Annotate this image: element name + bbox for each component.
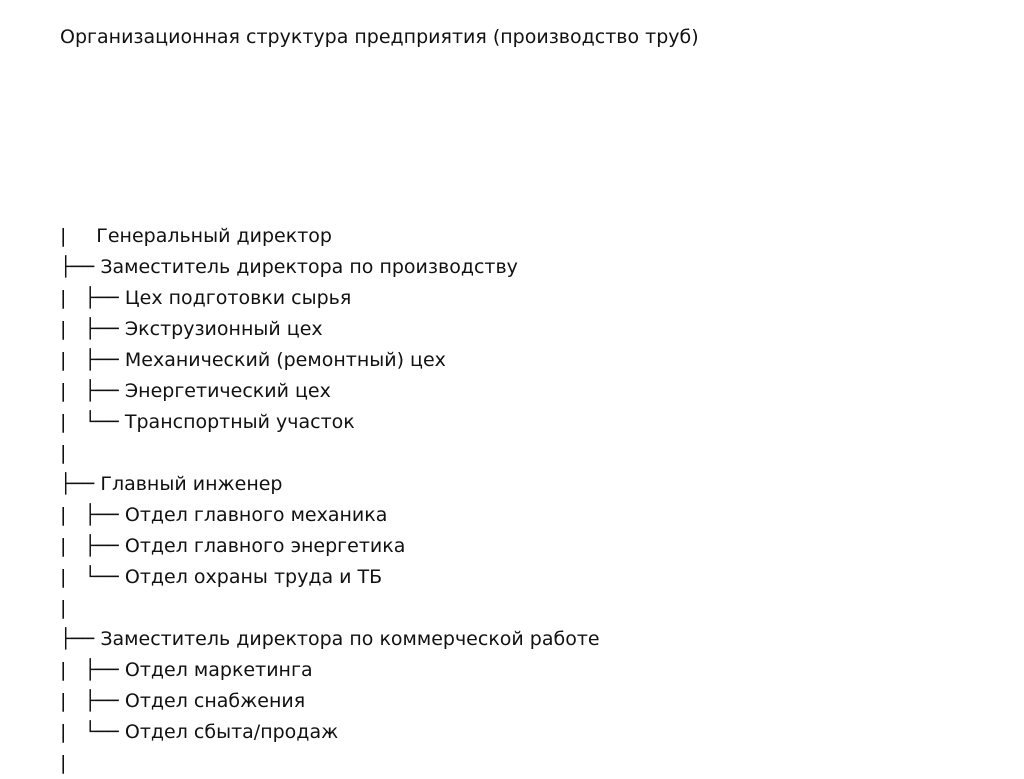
tree-root-label: Генеральный директор [96,225,332,247]
tree-line [60,407,1000,438]
tree-line [60,686,1000,717]
document-title: Организационная структура предприятия (производство труб) [60,26,699,48]
tree-node-label: Заместитель директора по коммерческой работе [100,628,600,650]
tree-connector: | [60,752,67,774]
tree-connector: | ├── [60,349,125,371]
tree-root [60,190,1000,247]
tree-line [60,748,1000,779]
tree-node-label: Главный инженер [100,473,283,495]
tree-node-label: Заместитель директора по производству [100,256,518,278]
tree-connector: | ├── [60,504,125,526]
tree-node-label: Экструзионный цех [124,318,323,340]
tree-node-label: Транспортный участок [124,411,355,433]
tree-connector: | [60,225,67,247]
tree-connector: | ├── [60,380,125,402]
tree-line [60,500,1000,531]
tree-connector: | ├── [60,535,125,557]
tree-connector: ├── [60,628,101,650]
tree-connector: | └── [60,721,125,743]
tree-line [60,469,1000,500]
tree-node-label: Цех подготовки сырья [124,287,352,309]
tree-line [60,376,1000,407]
org-tree [60,190,1000,779]
tree-connector: | ├── [60,659,125,681]
tree-node-label: Отдел главного энергетика [124,535,406,557]
tree-connector: | └── [60,566,125,588]
tree-connector: | └── [60,411,125,433]
tree-line [60,283,1000,314]
tree-node-label: Отдел маркетинга [124,659,313,681]
tree-connector: | ├── [60,318,125,340]
tree-connector: | ├── [60,690,125,712]
tree-connector: | ├── [60,287,125,309]
tree-node-label: Механический (ремонтный) цех [124,349,446,371]
tree-line [60,593,1000,624]
tree-connector: ├── [60,473,101,495]
tree-connector: | [60,442,67,464]
tree-node-label: Отдел главного механика [124,504,388,526]
tree-node-label: Энергетический цех [124,380,331,402]
tree-line [60,314,1000,345]
tree-line [60,252,1000,283]
tree-connector: ├── [60,256,101,278]
tree-node-label: Отдел снабжения [124,690,306,712]
tree-line [60,655,1000,686]
tree-node-label: Отдел сбыта/продаж [124,721,339,743]
tree-line [60,562,1000,593]
tree-connector: | [60,597,67,619]
tree-line [60,624,1000,655]
tree-node-label: Отдел охраны труда и ТБ [124,566,383,588]
tree-line [60,531,1000,562]
tree-line [60,717,1000,748]
tree-line [60,438,1000,469]
tree-line [60,345,1000,376]
